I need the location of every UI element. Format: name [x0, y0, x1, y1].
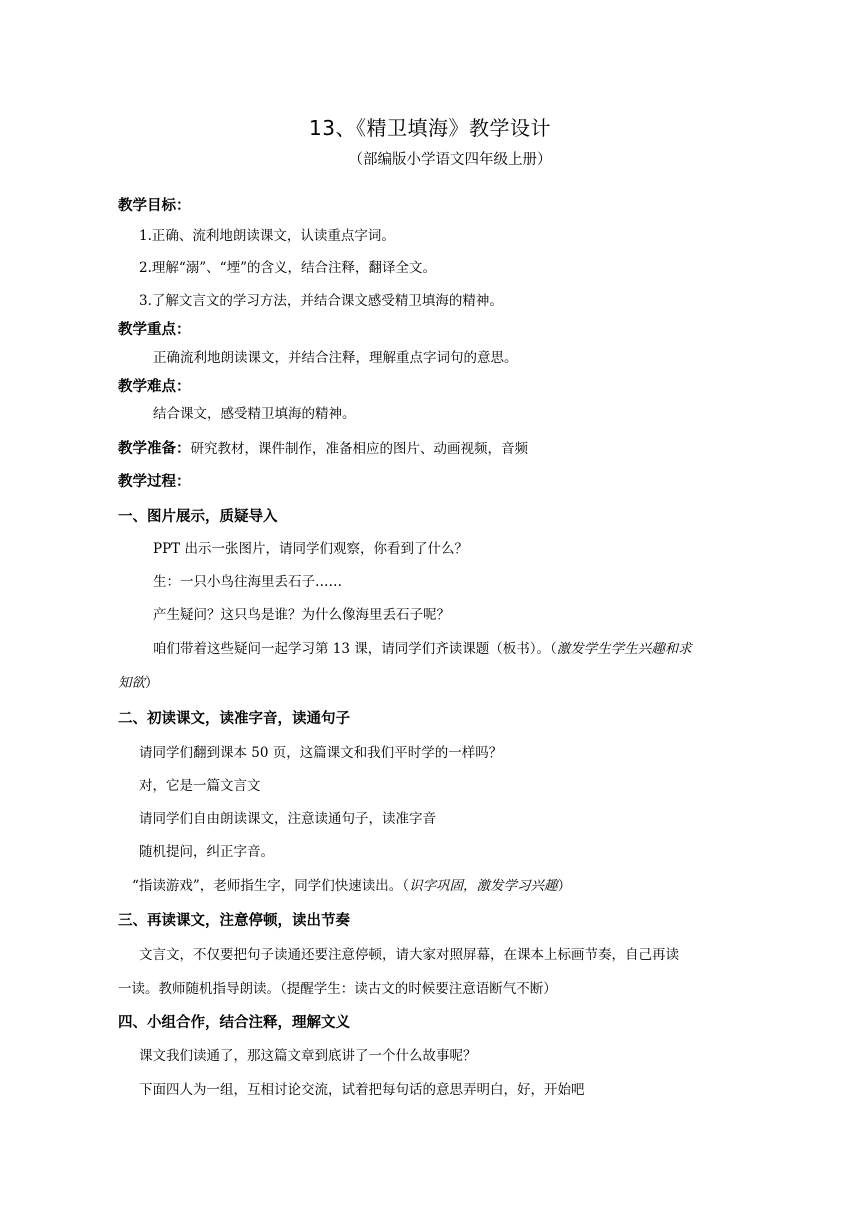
section1-p4-italic: 激发学生学生兴趣和求: [556, 641, 692, 657]
section1-p4-end: ）: [145, 675, 159, 691]
document-title: 13、《精卫填海》教学设计: [309, 116, 551, 140]
section2-p5-main: “指读游戏”，老师指生字，同学们快速读出。（: [132, 878, 410, 894]
preparation-text: 研究教材，课件制作，准备相应的图片、动画视频，音频: [190, 441, 528, 457]
section2-paragraph-1: 请同学们翻到课本 50 页，这篇课文和我们平时学的一样吗？: [139, 745, 503, 761]
objectives-heading: 教学目标：: [118, 198, 191, 214]
section4-paragraph-1: 课文我们读通了，那这篇文章到底讲了一个什么故事呢？: [139, 1048, 477, 1064]
section2-paragraph-5: [132, 877, 571, 895]
key-points-heading: 教学重点：: [118, 322, 191, 338]
section3-paragraph-1: 文言文，不仅要把句子读通还要注意停顿，请大家对照屏幕，在课本上标画节奏，自己再读: [139, 947, 679, 963]
process-heading: 教学过程：: [118, 474, 191, 490]
section1-paragraph-4-cont: [118, 674, 159, 692]
section4-heading: 四、小组合作，结合注释，理解文义: [118, 1015, 350, 1031]
objective-item-3: 3.了解文言文的学习方法，并结合课文感受精卫填海的精神。: [139, 293, 503, 309]
objective-item-1: 1.正确、流利地朗读课文，认读重点字词。: [139, 228, 395, 244]
section1-paragraph-2: 生：一只小鸟往海里丢石子……: [153, 574, 342, 590]
preparation-heading: 教学准备：: [118, 441, 191, 457]
document-subtitle: （部编版小学语文四年级上册）: [348, 152, 552, 168]
section2-p5-end: ）: [557, 878, 572, 894]
section1-paragraph-1: PPT 出示一张图片，请同学们观察，你看到了什么？: [153, 541, 468, 557]
section4-paragraph-2: 下面四人为一组，互相讨论交流，试着把每句话的意思弄明白，好，开始吧: [139, 1082, 585, 1098]
section2-paragraph-4: 随机提问，纠正字音。: [139, 844, 274, 860]
section3-paragraph-1-cont: 一读。教师随机指导朗读。（提醒学生：读古文的时候要注意语断气不断）: [118, 981, 557, 997]
difficulties-heading: 教学难点：: [118, 379, 191, 395]
section2-paragraph-2: 对，它是一篇文言文: [139, 778, 261, 794]
difficulties-text: 结合课文，感受精卫填海的精神。: [153, 406, 356, 422]
section1-paragraph-4: [153, 640, 692, 658]
objective-item-2: 2.理解“溺”、“堙”的含义，结合注释，翻译全文。: [139, 260, 436, 276]
section1-heading: 一、图片展示，质疑导入: [118, 509, 278, 525]
preparation-line: [118, 439, 528, 459]
key-points-text: 正确流利地朗读课文，并结合注释，理解重点字词句的意思。: [153, 350, 518, 366]
section3-heading: 三、再读课文，注意停顿，读出节奏: [118, 913, 350, 929]
section1-p4-main: 咱们带着这些疑问一起学习第 13 课，请同学们齐读课题（板书）。（: [153, 641, 557, 657]
section2-paragraph-3: 请同学们自由朗读课文，注意读通句子，读准字音: [139, 811, 436, 827]
section2-p5-italic: 识字巩固，激发学习兴趣: [409, 878, 558, 894]
section2-heading: 二、初读课文，读准字音，读通句子: [118, 711, 350, 727]
section1-p4-cont-italic: 知欲: [118, 675, 145, 691]
section1-paragraph-3: 产生疑问？这只鸟是谁？为什么像海里丢石子呢？: [153, 607, 450, 623]
